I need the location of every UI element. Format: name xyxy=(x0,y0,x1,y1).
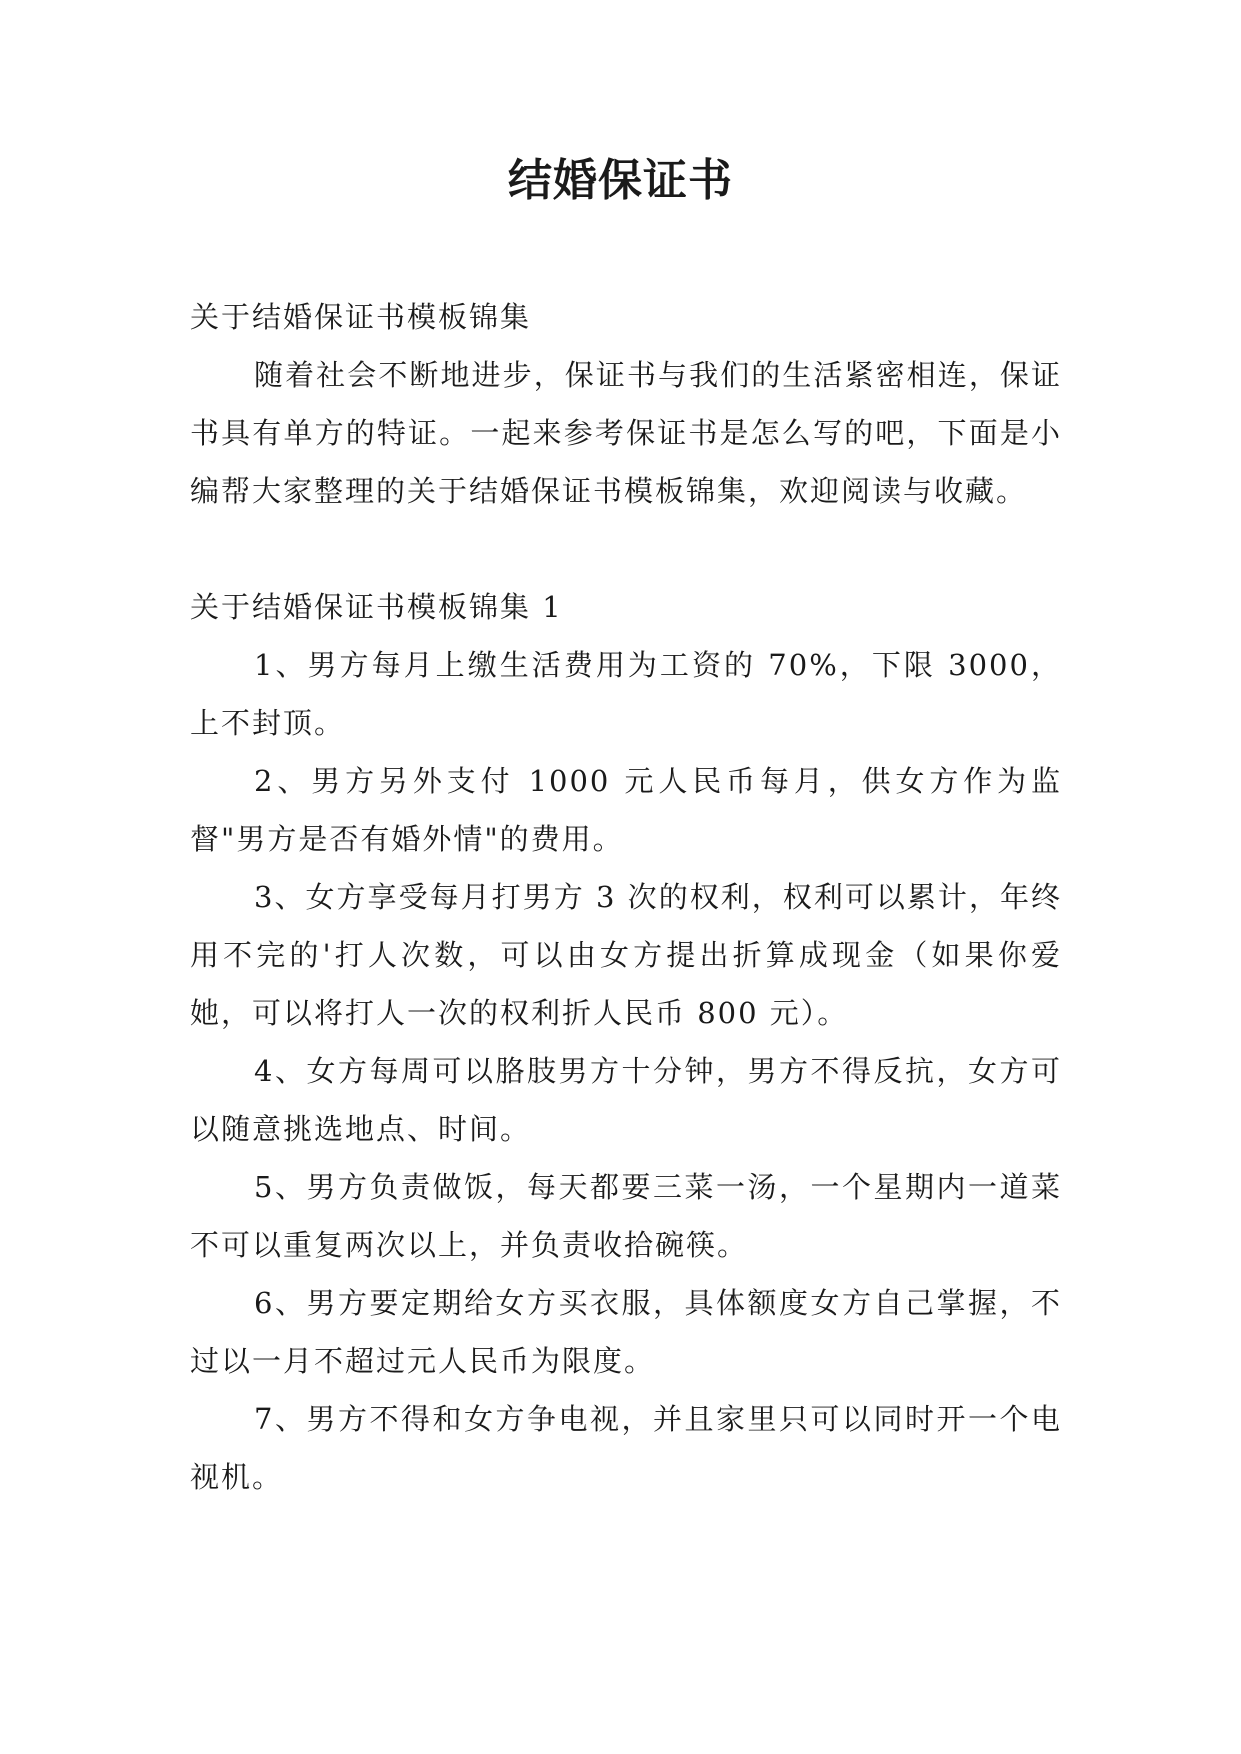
list-item: 2、男方另外支付 1000 元人民币每月，供女方作为监督"男方是否有婚外情"的费用。 xyxy=(190,764,1062,856)
document-body xyxy=(190,288,1062,1506)
list-item: 4、女方每周可以胳肢男方十分钟，男方不得反抗，女方可以随意挑选地点、时间。 xyxy=(190,1054,1062,1146)
document-title: 结婚保证书 xyxy=(508,155,733,206)
list-item: 7、男方不得和女方争电视，并且家里只可以同时开一个电视机。 xyxy=(190,1402,1062,1494)
document-subtitle: 关于结婚保证书模板锦集 xyxy=(190,300,532,334)
list-item: 6、男方要定期给女方买衣服，具体额度女方自己掌握，不过以一月不超过元人民币为限度。 xyxy=(190,1286,1062,1378)
intro-paragraph: 随着社会不断地进步，保证书与我们的生活紧密相连，保证书具有单方的特证。一起来参考保证书是怎么写的吧，下面是小编帮大家整理的关于结婚保证书模板锦集，欢迎阅读与收藏。 xyxy=(190,358,1062,508)
paragraph-spacer xyxy=(190,520,1062,578)
list-item: 3、女方享受每月打男方 3 次的权利，权利可以累计，年终用不完的'打人次数，可以由女方提出折算成现金（如果你爱她，可以将打人一次的权利折人民币 800 元）。 xyxy=(190,880,1062,1030)
list-item: 1、男方每月上缴生活费用为工资的 70%，下限 3000，上不封顶。 xyxy=(190,648,1062,740)
list-item: 5、男方负责做饭，每天都要三菜一汤，一个星期内一道菜不可以重复两次以上，并负责收拾碗筷。 xyxy=(190,1170,1062,1262)
section-heading: 关于结婚保证书模板锦集 1 xyxy=(190,590,563,624)
